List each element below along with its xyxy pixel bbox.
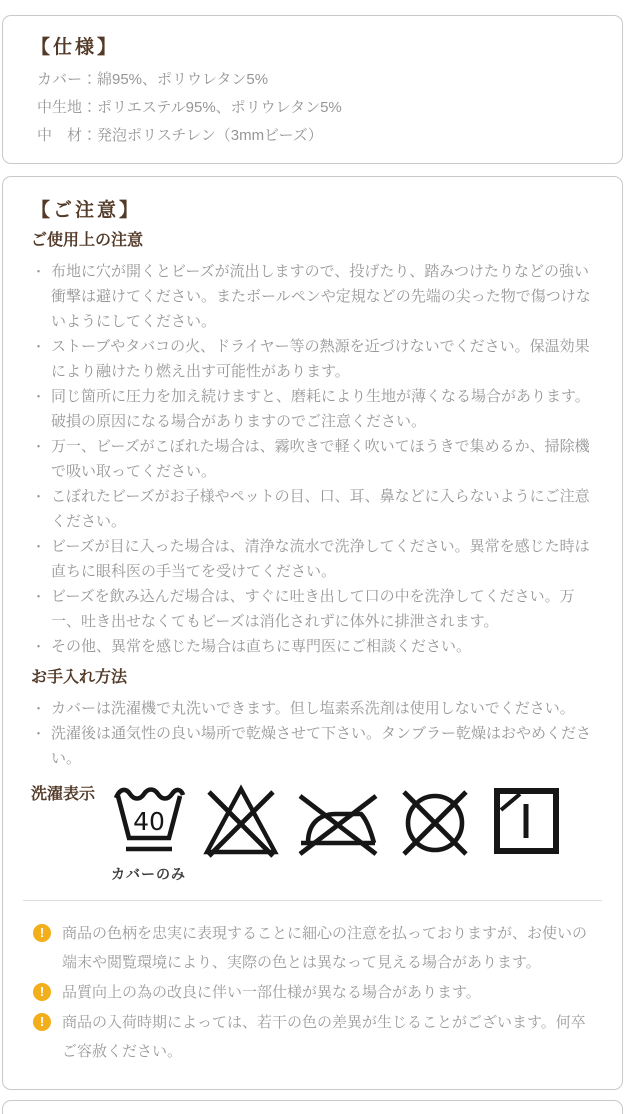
laundry-symbols-section bbox=[31, 783, 594, 884]
usage-notes-heading: ご使用上の注意 bbox=[31, 232, 144, 249]
warning-icon: ! bbox=[33, 1013, 51, 1031]
wash-temperature-label: 40 bbox=[132, 807, 165, 836]
care-method-heading: お手入れ方法 bbox=[31, 669, 128, 686]
do-not-bleach-icon bbox=[203, 783, 279, 859]
disclaimer-text: 商品の入荷時期によっては、若干の色の差異が生じることがございます。何卒ご容赦ください。 bbox=[62, 1014, 586, 1060]
wash-scope-label: カバーのみ bbox=[111, 866, 186, 882]
disclaimer-text: 商品の色柄を忠実に表現することに細心の注意を払っておりますが、お使いの端末や閲覧環境により、実際の色とは異なって見える場合があります。 bbox=[62, 925, 588, 971]
care-note-item: ・ 洗濯後は通気性の良い場所で乾燥させて下さい。タンブラー乾燥はおやめください。 bbox=[35, 721, 594, 771]
wash-40-gentle-icon bbox=[113, 783, 185, 859]
spec-row-inner-fabric: 中生地：ポリエステル95%、ポリウレタン5% bbox=[37, 99, 342, 116]
care-method-list bbox=[31, 696, 594, 771]
spec-row-cover: カバー：綿95%、ポリウレタン5% bbox=[37, 71, 269, 88]
usage-note-item: ・ こぼれたビーズがお子様やペットの目、口、耳、鼻などに入らないようにご注意ください。 bbox=[35, 484, 594, 534]
care-note-item: ・ カバーは洗濯機で丸洗いできます。但し塩素系洗剤は使用しないでください。 bbox=[35, 696, 594, 721]
warning-icon: ! bbox=[33, 924, 51, 942]
warning-icon: ! bbox=[33, 983, 51, 1001]
usage-note-item: ・ ビーズが目に入った場合は、清浄な流水で洗浄してください。異常を感じた時は直ちに眼科医の手当てを受けてください。 bbox=[35, 534, 594, 584]
do-not-iron-icon bbox=[296, 783, 380, 859]
next-box-stub bbox=[2, 1100, 623, 1114]
disclaimer-text: 品質向上の為の改良に伴い一部仕様が異なる場合があります。 bbox=[62, 984, 481, 1001]
drip-dry-in-shade-icon bbox=[490, 783, 562, 859]
usage-note-item: ・ 同じ箇所に圧力を加え続けますと、磨耗により生地が薄くなる場合があります。破損の原因になる場合がありますのでご注意ください。 bbox=[35, 384, 594, 434]
usage-note-item: ・ 布地に穴が開くとビーズが流出しますので、投げたり、踏みつけたりなどの強い衝撃は避けてください。またボールペンや定規などの先端の尖った物で傷つけないようにしてください。 bbox=[35, 259, 594, 334]
spec-title: 【仕様】 bbox=[31, 37, 120, 58]
usage-note-item: ・ ビーズを飲み込んだ場合は、すぐに吐き出して口の中を洗浄してください。万一、吐き出せなくてもビーズは消化されずに体外に排泄されます。 bbox=[35, 584, 594, 634]
do-not-dryclean-icon bbox=[397, 783, 473, 859]
usage-notes-list bbox=[31, 259, 594, 659]
usage-note-item: ・ ストーブやタバコの火、ドライヤー等の熱源を近づけないでください。保温効果により融けたり燃え出す可能性があります。 bbox=[35, 334, 594, 384]
disclaimer-notes bbox=[31, 901, 594, 1089]
disclaimer-note bbox=[33, 1008, 592, 1066]
caution-box bbox=[2, 176, 623, 1090]
usage-note-item: ・ 万一、ビーズがこぼれた場合は、霧吹きで軽く吹いてほうきで集めるか、掃除機で吸い取ってください。 bbox=[35, 434, 594, 484]
laundry-symbols bbox=[111, 783, 562, 884]
disclaimer-note bbox=[33, 919, 592, 977]
spec-rows bbox=[31, 66, 594, 150]
spec-row-filling: 中 材：発泡ポリスチレン（3mmビーズ） bbox=[37, 127, 323, 144]
caution-title: 【ご注意】 bbox=[31, 200, 142, 221]
laundry-symbols-heading: 洗濯表示 bbox=[31, 786, 96, 803]
disclaimer-note bbox=[33, 978, 592, 1007]
spec-box bbox=[2, 15, 623, 164]
usage-note-item: ・ その他、異常を感じた場合は直ちに専門医にご相談ください。 bbox=[35, 634, 594, 659]
